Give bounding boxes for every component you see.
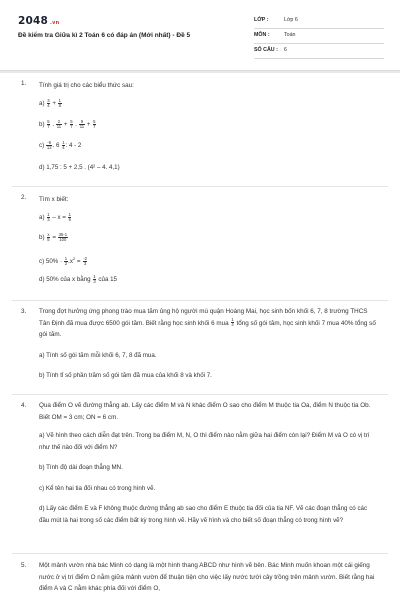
- question-text: Trong đợt hưởng ứng phong trào mua tăm ủng hộ người mù quận Hoàng Mai, học sinh bốn khối 6, 7, 8 trường THCS Tân Định đã mua được 6500 gói tăm. Biết rằng học sinh khối 6 mua $\frac{1}{4}$ tổng số gói tăm, học sinh khối 7 mua 40% tổng số gói tăm.: [39, 308, 376, 338]
- question-item-d: d) Lấy các điểm E và F không thuộc đường thẳng ab sao cho điểm E thuộc tia đối của tia NF. Vẽ các đoạn thẳng có các đầu mút là hai trong số các điểm bất kỳ trong hình vẽ. Hãy vẽ hình và cho biết số đoạn thẳng có trong hình vẽ?: [39, 505, 368, 524]
- question-item-c: c) 50% · $\frac{1}{2}$ $.x^2$ = $\frac{-2}{3}$: [39, 255, 87, 266]
- question-separator: [12, 394, 388, 395]
- question-number: 3.: [21, 308, 27, 315]
- question-text: Tính giá trị cho các biểu thức sau:: [39, 82, 134, 89]
- header-divider: [0, 70, 400, 73]
- meta-row-count: [254, 44, 384, 59]
- question-text: Tìm x biết:: [39, 196, 69, 203]
- question-separator: [12, 300, 388, 301]
- exam-meta-table: [254, 14, 384, 59]
- meta-row-subject: [254, 29, 384, 44]
- question-separator: [12, 186, 388, 187]
- meta-row-class: [254, 14, 384, 29]
- question-item-a: a) $\frac{1}{3}$ – x = $\frac{1}{6}$: [39, 211, 71, 222]
- meta-key: SỐ CÂU :: [254, 47, 278, 53]
- question-item-c: c) Kể tên hai tia đối nhau có trong hình vẽ.: [39, 485, 156, 492]
- question-item-b: b) $\frac{x}{5}$ = $\frac{35-1}{100}$: [39, 231, 68, 242]
- page-header: [0, 0, 400, 68]
- question-text: Qua điểm O vẽ đường thẳng ab. Lấy các điểm M và N khác điểm O sao cho điểm M thuộc tia Oa, điểm N thuộc tia Ob. Biết OM = 3 cm; ON = 6 cm.: [39, 402, 371, 421]
- meta-value: 6: [284, 47, 287, 53]
- question-item-c: c) $\frac{-5}{12}$ . 6 $\frac{1}{4}$ : 4 - 2: [39, 139, 82, 150]
- site-logo[interactable]: 2048 .vn: [18, 15, 60, 27]
- question-number: 5.: [21, 562, 27, 569]
- question-text: Một mảnh vườn nhà bác Minh có dạng là một hình thang ABCD như hình vẽ bên. Bác Minh muốn khoan một cái giếng nước ở vị trí điểm O nằm giữa mảnh vườn để thuận tiện cho việc lấy nước tưới cây trồng trên mảnh vườn. Biết rằng hai điểm A và C nằm khác phía đối với điểm O,: [39, 562, 375, 592]
- question-item-a: a) $\frac{3}{4}$ + $\frac{1}{8}$: [39, 97, 61, 108]
- question-number: 4.: [21, 402, 27, 409]
- question-number: 1.: [21, 80, 27, 87]
- question-item-d: d) 50% của x bằng $\frac{1}{3}$ của 15: [39, 273, 117, 284]
- meta-value: Lớp 6: [284, 17, 298, 23]
- question-item-d: d) 1,75 : 5 + 2,5 . (4² – 4. 4,1): [39, 164, 120, 171]
- question-item-b: b) Tính độ dài đoạn thẳng MN.: [39, 464, 123, 471]
- question-separator: [12, 553, 388, 554]
- page-title: Đề kiểm tra Giữa kì 2 Toán 6 có đáp án (Mới nhất) - Đề 5: [18, 32, 191, 39]
- question-item-a: a) Tính số gói tăm mỗi khối 6, 7, 8 đã mua.: [39, 352, 157, 359]
- question-number: 2.: [21, 194, 27, 201]
- question-item-b: b) Tính tỉ số phần trăm số gói tăm đã mua của khối 8 và khối 7.: [39, 372, 212, 379]
- meta-key: MÔN :: [254, 32, 270, 38]
- meta-key: LỚP :: [254, 17, 269, 23]
- question-item-b: b) $\frac{5}{7}$ . $\frac{2}{11}$ + $\frac{5}{7}$ . $\frac{9}{11}$ + $\frac{5}{7}$: [39, 118, 96, 129]
- meta-value: Toán: [284, 32, 296, 38]
- question-item-a: a) Vẽ hình theo cách diễn đạt trên. Trong ba điểm M, N, O thì điểm nào nằm giữa hai điểm còn lại? Điểm M và O có vị trí như thế nào đối với điểm N?: [39, 432, 370, 451]
